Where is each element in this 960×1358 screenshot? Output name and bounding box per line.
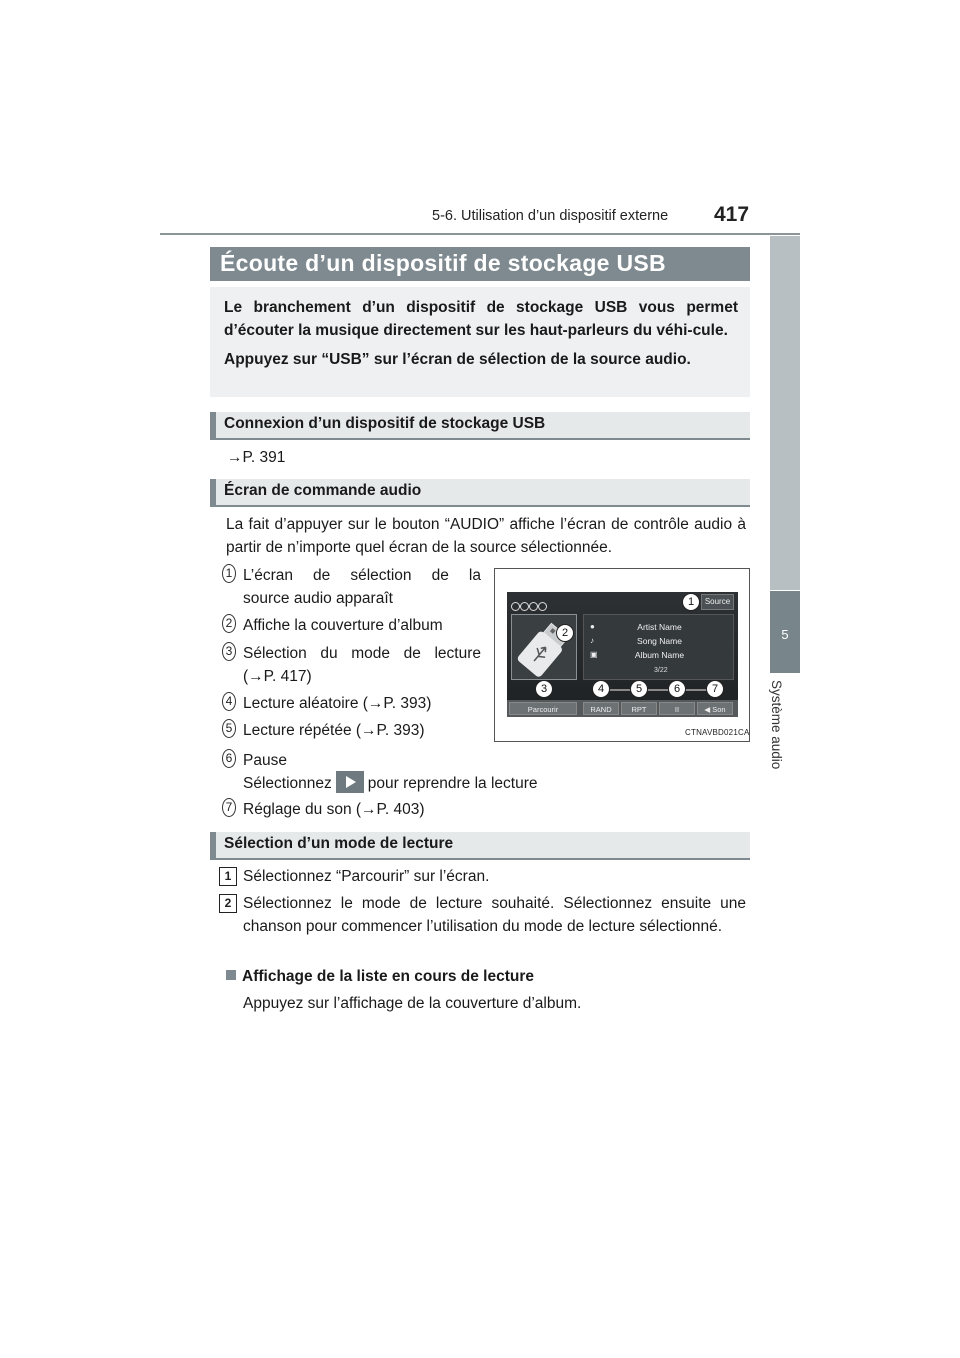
item-text: Lecture aléatoire (→P. 393) — [243, 695, 432, 712]
callout-marker: 1 — [682, 593, 700, 611]
dot-icon — [529, 602, 538, 611]
subheading-ecran-commande: Écran de commande audio — [210, 479, 750, 507]
subheading-connexion: Connexion d’un dispositif de stockage USB — [210, 412, 750, 440]
square-bullet-icon — [226, 970, 236, 980]
page-number: 417 — [714, 203, 750, 226]
item-number: 2 — [222, 614, 236, 633]
audio-control-screen — [507, 592, 738, 717]
item-number: 4 — [222, 692, 236, 711]
subheading-liste-lecture — [226, 965, 534, 988]
ref-link-p391[interactable]: →P. 391 — [227, 449, 286, 466]
item-text: Réglage du son (→P. 403) — [243, 801, 425, 818]
sound-label: Son — [712, 705, 726, 714]
item-text: Affiche la couverture d’album — [243, 617, 443, 634]
song-name: Song Name — [637, 636, 682, 646]
item-text: Sélectionnez — [243, 775, 332, 792]
sound-button[interactable] — [697, 702, 733, 715]
intro-paragraph-1: Le branchement d’un dispositif de stockage USB vous permet d’écouter la musique directement sur les haut-parleurs du véhi-cule. — [224, 299, 738, 339]
music-note-icon: ♪ — [590, 636, 594, 645]
step-text: Sélectionnez “Parcourir” sur l’écran. — [243, 868, 490, 885]
step-text: Sélectionnez le mode de lecture souhaité. Sélectionnez ensuite une chanson pour commencer l’utilisation du mode de lecture sélectionné. — [243, 895, 746, 935]
item-number: 1 — [222, 564, 236, 583]
callout-marker: 6 — [668, 680, 686, 698]
callout-marker: 2 — [556, 624, 574, 642]
callout-marker: 7 — [706, 680, 724, 698]
track-info-panel — [583, 614, 734, 680]
header-section-title: 5-6. Utilisation d’un dispositif externe — [432, 208, 669, 224]
subheading-body: Appuyez sur l’affichage de la couverture d’album. — [243, 995, 582, 1012]
artist-name: Artist Name — [637, 622, 682, 632]
ref-link-p417[interactable]: (→P. 417) — [243, 668, 312, 685]
side-tab-label: Système audio — [769, 680, 784, 770]
intro-paragraph-2: Appuyez sur “USB” sur l’écran de sélection de la source audio. — [224, 351, 691, 368]
side-tab-bar — [770, 236, 800, 590]
callout-marker: 4 — [592, 680, 610, 698]
item-text-resume — [243, 771, 538, 795]
track-counter: 3/22 — [654, 667, 668, 674]
subheading-text: Affichage de la liste en cours de lecture — [242, 968, 535, 985]
section2-intro: La fait d’appuyer sur le bouton “AUDIO” affiche l’écran de contrôle audio à partir de n’importe quel écran de la source sélectionnée. — [226, 516, 746, 556]
item-text: Lecture répétée (→P. 393) — [243, 722, 425, 739]
artist-icon: ● — [590, 622, 595, 631]
browse-button[interactable]: Parcourir — [509, 702, 577, 715]
dot-icon — [511, 602, 520, 611]
callout-marker: 5 — [630, 680, 648, 698]
side-tab-number: 5 — [770, 591, 800, 673]
pause-button[interactable]: II — [659, 702, 695, 715]
random-button[interactable]: RAND — [583, 702, 619, 715]
intro-box — [210, 287, 750, 397]
callout-marker: 3 — [535, 680, 553, 698]
item-number: 5 — [222, 719, 236, 738]
item-number: 7 — [222, 798, 236, 817]
progress-bar[interactable] — [597, 689, 717, 691]
item-number: 3 — [222, 642, 236, 661]
item-text: source audio apparaît — [243, 590, 393, 607]
audio-screen-figure — [494, 568, 750, 742]
header-rule — [160, 233, 800, 235]
page-title: Écoute d’un dispositif de stockage USB — [210, 247, 750, 281]
dot-icon — [538, 602, 547, 611]
item-text: Pause — [243, 752, 287, 769]
play-icon — [336, 771, 364, 793]
step-number: 1 — [219, 867, 237, 886]
repeat-button[interactable]: RPT — [621, 702, 657, 715]
figure-caption: CTNAVBD021CA — [685, 728, 750, 737]
item-number: 6 — [222, 749, 236, 768]
item-text: L’écran de sélection de la — [243, 567, 481, 584]
dot-icon — [520, 602, 529, 611]
item-text: pour reprendre la lecture — [367, 775, 538, 792]
speaker-icon: ◀ — [704, 705, 711, 714]
album-name: Album Name — [634, 650, 685, 660]
subheading-mode-lecture: Sélection d’un mode de lecture — [210, 832, 750, 860]
item-text: Sélection du mode de lecture — [243, 645, 481, 662]
source-button[interactable]: Source — [701, 594, 734, 610]
album-icon: ▣ — [590, 650, 598, 659]
step-number: 2 — [219, 894, 237, 913]
